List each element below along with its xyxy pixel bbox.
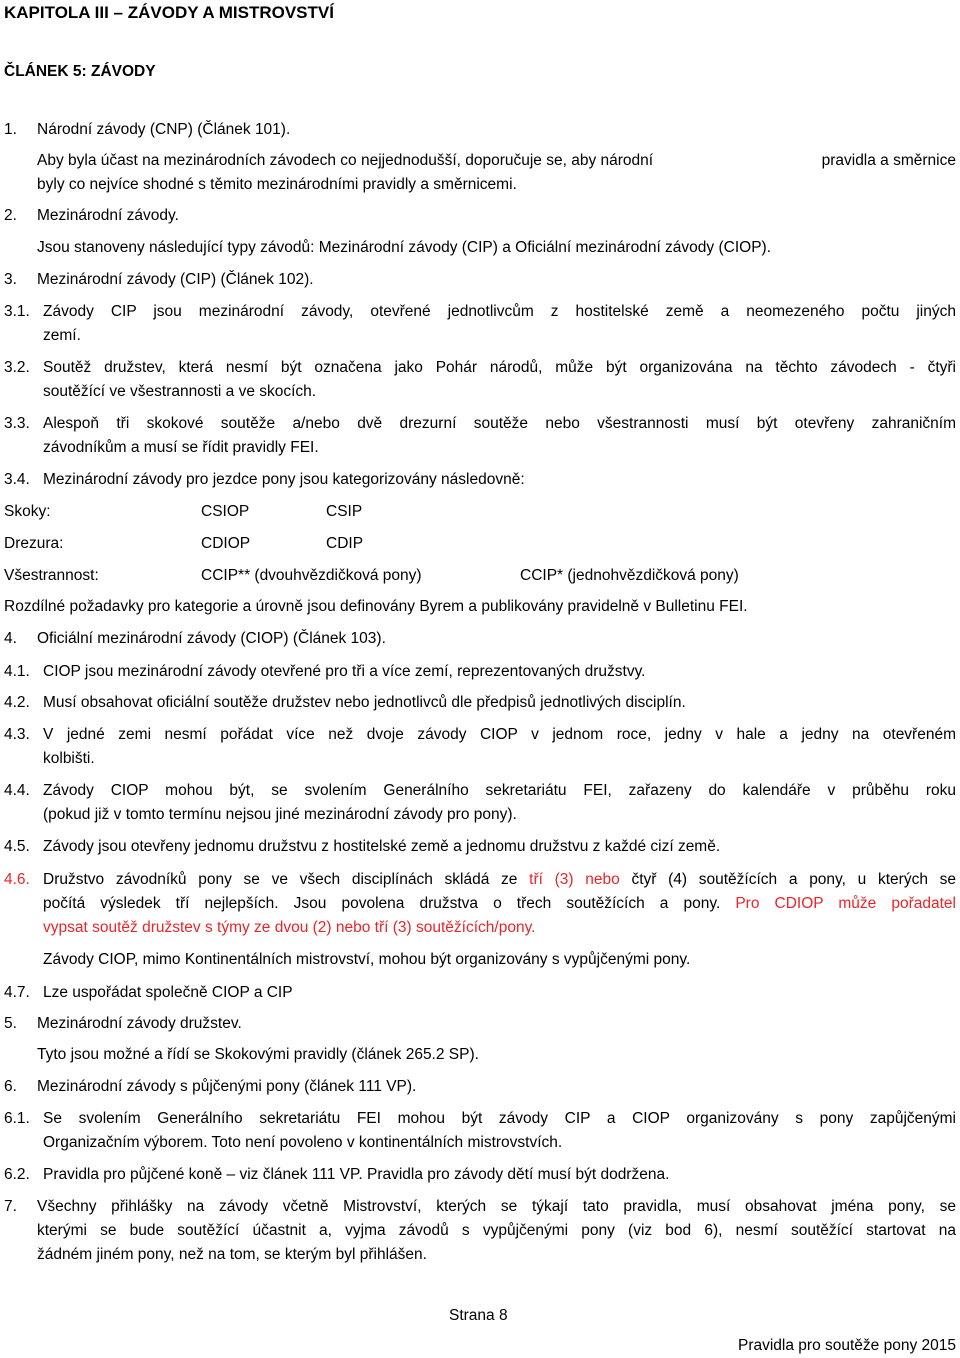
paragraph-line: Aby byla účast na mezinárodních závodech co nejjednodušší, doporučuje se, aby národní [37,152,654,169]
paragraph-line: Musí obsahovat oficiální soutěže družstev nebo jednotlivců dle předpisů jednotlivých disciplín. [43,694,686,711]
paragraph-line: Alespoň tři skokové soutěže a/nebo dvě drezurní soutěže nebo všestrannosti musí být otevřeny zahraničním [43,415,956,432]
highlighted-line: vypsat soutěž družstev s týmy ze dvou (2) nebo tří (3) soutěžících/pony. [43,919,536,936]
paragraph-line: byly co nejvíce shodné s těmito mezinárodními pravidly a směrnicemi. [37,176,517,193]
item-number: 3.4. [4,471,30,488]
paragraph-line: kolbišti. [43,750,95,767]
item-number: 4.1. [4,663,30,680]
category-code: CDIP [326,535,364,552]
item-number: 4.2. [4,694,30,711]
item-number: 6.2. [4,1166,30,1183]
paragraph-line: Jsou stanoveny následující typy závodů: Mezinárodní závody (CIP) a Oficiální mezinárodní závody (CIOP). [37,239,772,256]
paragraph-line [43,894,956,914]
category-code: CSIP [326,503,363,520]
category-code: CCIP** (dvouhvězdičková pony) [201,567,422,584]
footer-title: Pravidla pro soutěže pony 2015 [737,1337,956,1354]
item-number: 4.6. [4,871,30,888]
item-heading: Mezinárodní závody s půjčenými pony (článek 111 VP). [37,1078,417,1095]
paragraph-line [43,870,956,890]
paragraph-line: soutěžící ve všestrannosti a ve skocích. [43,383,317,400]
page-number: Strana 8 [449,1307,508,1324]
category-code: CDIOP [201,535,251,552]
item-number: 3.2. [4,359,30,376]
text-run: Družstvo závodníků pony se ve všech disciplínách skládá ze [43,871,530,888]
highlighted-text: tří (3) nebo [529,871,620,888]
item-number: 4.7. [4,984,30,1001]
paragraph-line: Se svolením Generálního sekretariátu FEI mohou být závody CIP a CIOP organizovány s pony zapůjčenými [43,1110,956,1127]
category-code: CCIP* (jednohvězdičková pony) [520,567,739,584]
article-heading: ČLÁNEK 5: ZÁVODY [4,63,156,80]
item-number: 7. [4,1198,17,1215]
item-number: 6.1. [4,1110,30,1127]
item-number: 6. [4,1078,17,1095]
item-number: 3.1. [4,303,30,320]
category-label: Všestrannost: [4,567,99,584]
chapter-title: KAPITOLA III – ZÁVODY A MISTROVSTVÍ [4,3,334,22]
category-label: Skoky: [4,503,51,520]
paragraph-line: Závody jsou otevřeny jednomu družstvu z hostitelské země a jednomu družstvu z každé cizí země. [43,838,721,855]
paragraph-line: Závody CIP jsou mezinárodní závody, otevřené jednotlivcům z hostitelské země a neomezeného počtu jiných [43,303,956,320]
item-number: 3.3. [4,415,30,432]
item-number: 1. [4,121,17,138]
item-number: 5. [4,1015,17,1032]
highlighted-text: Pro CDIOP může pořadatel [735,895,956,912]
item-heading: Mezinárodní závody. [37,207,179,224]
paragraph-line: Soutěž družstev, která nesmí být označena jako Pohár národů, může být organizována na těchto závodech - čtyři [43,359,956,376]
paragraph-line: Rozdílné požadavky pro kategorie a úrovně jsou definovány Byrem a publikovány pravidelně v Bulletinu FEI. [4,598,748,615]
paragraph-line: žádném jiném pony, než na tom, se kterým byl přihlášen. [37,1246,427,1263]
paragraph-line: zemí. [43,327,81,344]
paragraph-line: Všechny přihlášky na závody včetně Mistrovství, kterých se týkají tato pravidla, musí obsahovat jména pony, se [37,1198,956,1215]
item-heading: Oficiální mezinárodní závody (CIOP) (Článek 103). [37,630,386,647]
text-run: počítá výsledek tří nejlepších. Jsou povolena družstva o třech soutěžících a pony. [43,895,736,912]
paragraph-line: Závody CIOP mohou být, se svolením Generálního sekretariátu FEI, zařazeny do kalendáře v průběhu roku [43,782,956,799]
item-number: 4.3. [4,726,30,743]
paragraph-line: (pokud již v tomto termínu nejsou jiné mezinárodní závody pro pony). [43,806,517,823]
item-number: 3. [4,271,17,288]
paragraph-line: Pravidla pro půjčené koně – viz článek 111 VP. Pravidla pro závody dětí musí být dodržena. [43,1166,670,1183]
paragraph-line: kterými se bude soutěžící účastnit a, vyjma závodů s vypůjčenými pony (viz bod 6), nesmí soutěžící startovat na [37,1222,956,1239]
paragraph-line: Závody CIOP, mimo Kontinentálních mistrovství, mohou být organizovány s vypůjčenými pony. [43,951,691,968]
paragraph-line: Lze uspořádat společně CIOP a CIP [43,984,293,1001]
paragraph-line: V jedné zemi nesmí pořádat více než dvoje závody CIOP v jednom roce, jedny v hale a jedny na otevřeném [43,726,956,743]
item-number: 4.5. [4,838,30,855]
item-number: 4.4. [4,782,30,799]
paragraph-line: Organizačním výborem. Toto není povoleno v kontinentálních mistrovstvích. [43,1134,563,1151]
category-label: Drezura: [4,535,64,552]
text-run: čtyř (4) soutěžících a pony, u kterých se [619,871,957,888]
paragraph-line: pravidla a směrnice [821,152,956,169]
item-number: 4. [4,630,17,647]
item-heading: Mezinárodní závody družstev. [37,1015,242,1032]
paragraph-line: CIOP jsou mezinárodní závody otevřené pro tři a více zemí, reprezentovaných družstvy. [43,663,646,680]
paragraph-line: Tyto jsou možné a řídí se Skokovými pravidly (článek 265.2 SP). [37,1046,479,1063]
item-heading: Mezinárodní závody pro jezdce pony jsou kategorizovány následovně: [43,471,525,488]
item-heading: Národní závody (CNP) (Článek 101). [37,121,291,138]
paragraph-line: závodníkům a musí se řídit pravidly FEI. [43,439,319,456]
category-code: CSIOP [201,503,250,520]
item-number: 2. [4,207,17,224]
item-heading: Mezinárodní závody (CIP) (Článek 102). [37,271,314,288]
